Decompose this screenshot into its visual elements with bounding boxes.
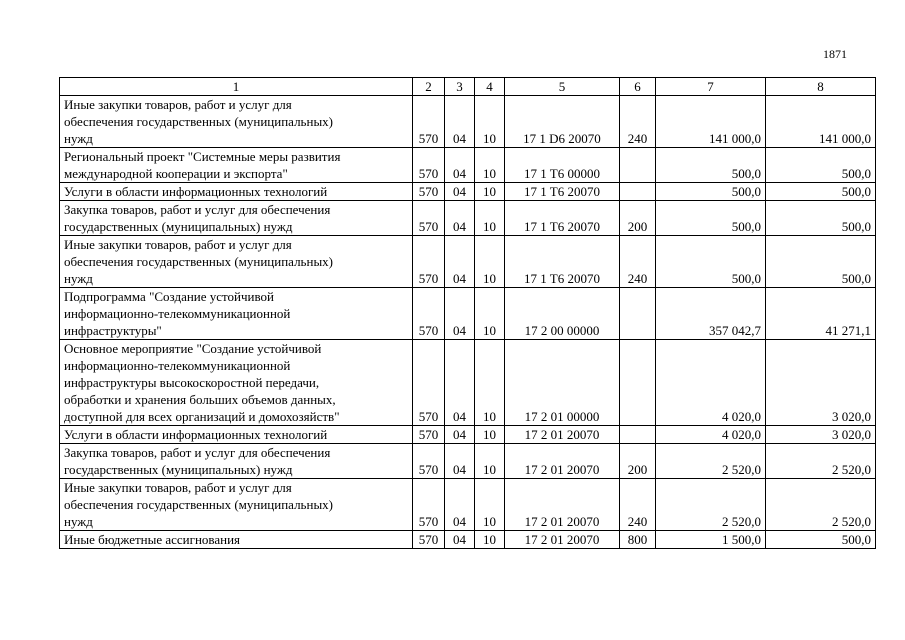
ministry-code-cell: 570 xyxy=(413,236,445,288)
header-cell: 7 xyxy=(656,78,766,96)
subsection-code-cell: 10 xyxy=(475,426,505,444)
section-code-cell: 04 xyxy=(445,288,475,340)
expense-type-cell: 240 xyxy=(620,479,656,531)
subsection-code-cell: 10 xyxy=(475,444,505,479)
ministry-code-cell: 570 xyxy=(413,183,445,201)
table-row xyxy=(60,479,876,531)
header-cell: 1 xyxy=(60,78,413,96)
subsection-code-cell: 10 xyxy=(475,340,505,426)
amount-year1-cell: 2 520,0 xyxy=(656,479,766,531)
table-row xyxy=(60,340,876,426)
subsection-code-cell: 10 xyxy=(475,96,505,148)
amount-year2-cell: 41 271,1 xyxy=(766,288,876,340)
target-article-cell: 17 2 01 00000 xyxy=(505,340,620,426)
amount-year2-cell: 500,0 xyxy=(766,201,876,236)
target-article-cell: 17 2 01 20070 xyxy=(505,444,620,479)
target-article-cell: 17 2 00 00000 xyxy=(505,288,620,340)
subsection-code-cell: 10 xyxy=(475,201,505,236)
amount-year2-cell: 3 020,0 xyxy=(766,426,876,444)
amount-year2-cell: 500,0 xyxy=(766,183,876,201)
amount-year1-cell: 141 000,0 xyxy=(656,96,766,148)
item-name-cell: Региональный проект "Системные меры развития международной кооперации и экспорта" xyxy=(60,148,413,183)
amount-year1-cell: 500,0 xyxy=(656,236,766,288)
table-row xyxy=(60,426,876,444)
expense-type-cell xyxy=(620,148,656,183)
subsection-code-cell: 10 xyxy=(475,288,505,340)
subsection-code-cell: 10 xyxy=(475,236,505,288)
header-cell: 4 xyxy=(475,78,505,96)
section-code-cell: 04 xyxy=(445,183,475,201)
table-row xyxy=(60,201,876,236)
section-code-cell: 04 xyxy=(445,444,475,479)
expense-type-cell xyxy=(620,426,656,444)
expense-type-cell xyxy=(620,183,656,201)
amount-year1-cell: 357 042,7 xyxy=(656,288,766,340)
header-cell: 3 xyxy=(445,78,475,96)
table-body xyxy=(60,96,876,549)
item-name-cell: Подпрограмма "Создание устойчивой информационно-телекоммуникационной инфраструктуры" xyxy=(60,288,413,340)
ministry-code-cell: 570 xyxy=(413,288,445,340)
expense-type-cell: 800 xyxy=(620,531,656,549)
section-code-cell: 04 xyxy=(445,426,475,444)
amount-year2-cell: 3 020,0 xyxy=(766,340,876,426)
table-row xyxy=(60,183,876,201)
amount-year1-cell: 4 020,0 xyxy=(656,340,766,426)
ministry-code-cell: 570 xyxy=(413,444,445,479)
item-name-cell: Закупка товаров, работ и услуг для обеспечения государственных (муниципальных) нужд xyxy=(60,444,413,479)
expense-type-cell: 200 xyxy=(620,444,656,479)
item-name-cell: Закупка товаров, работ и услуг для обеспечения государственных (муниципальных) нужд xyxy=(60,201,413,236)
section-code-cell: 04 xyxy=(445,479,475,531)
section-code-cell: 04 xyxy=(445,201,475,236)
section-code-cell: 04 xyxy=(445,236,475,288)
amount-year1-cell: 500,0 xyxy=(656,183,766,201)
section-code-cell: 04 xyxy=(445,531,475,549)
amount-year1-cell: 500,0 xyxy=(656,148,766,183)
ministry-code-cell: 570 xyxy=(413,340,445,426)
target-article-cell: 17 2 01 20070 xyxy=(505,479,620,531)
expense-type-cell: 240 xyxy=(620,236,656,288)
amount-year2-cell: 2 520,0 xyxy=(766,479,876,531)
subsection-code-cell: 10 xyxy=(475,479,505,531)
target-article-cell: 17 1 T6 20070 xyxy=(505,183,620,201)
expense-type-cell xyxy=(620,340,656,426)
section-code-cell: 04 xyxy=(445,340,475,426)
amount-year1-cell: 2 520,0 xyxy=(656,444,766,479)
section-code-cell: 04 xyxy=(445,148,475,183)
subsection-code-cell: 10 xyxy=(475,531,505,549)
amount-year2-cell: 2 520,0 xyxy=(766,444,876,479)
item-name-cell: Иные закупки товаров, работ и услуг для обеспечения государственных (муниципальных) нужд xyxy=(60,236,413,288)
table-row xyxy=(60,531,876,549)
subsection-code-cell: 10 xyxy=(475,183,505,201)
target-article-cell: 17 1 T6 00000 xyxy=(505,148,620,183)
subsection-code-cell: 10 xyxy=(475,148,505,183)
table-row xyxy=(60,148,876,183)
header-cell: 5 xyxy=(505,78,620,96)
table-row xyxy=(60,288,876,340)
target-article-cell: 17 1 D6 20070 xyxy=(505,96,620,148)
item-name-cell: Услуги в области информационных технологий xyxy=(60,183,413,201)
table-header-row xyxy=(60,78,876,96)
amount-year2-cell: 500,0 xyxy=(766,236,876,288)
item-name-cell: Иные бюджетные ассигнования xyxy=(60,531,413,549)
header-cell: 2 xyxy=(413,78,445,96)
target-article-cell: 17 1 T6 20070 xyxy=(505,201,620,236)
ministry-code-cell: 570 xyxy=(413,148,445,183)
ministry-code-cell: 570 xyxy=(413,531,445,549)
amount-year2-cell: 500,0 xyxy=(766,148,876,183)
item-name-cell: Услуги в области информационных технологий xyxy=(60,426,413,444)
expense-type-cell: 240 xyxy=(620,96,656,148)
ministry-code-cell: 570 xyxy=(413,96,445,148)
amount-year1-cell: 4 020,0 xyxy=(656,426,766,444)
ministry-code-cell: 570 xyxy=(413,426,445,444)
ministry-code-cell: 570 xyxy=(413,201,445,236)
item-name-cell: Иные закупки товаров, работ и услуг для обеспечения государственных (муниципальных) нужд xyxy=(60,479,413,531)
table-row xyxy=(60,444,876,479)
target-article-cell: 17 2 01 20070 xyxy=(505,531,620,549)
amount-year1-cell: 1 500,0 xyxy=(656,531,766,549)
amount-year2-cell: 500,0 xyxy=(766,531,876,549)
header-cell: 8 xyxy=(766,78,876,96)
target-article-cell: 17 2 01 20070 xyxy=(505,426,620,444)
header-cell: 6 xyxy=(620,78,656,96)
target-article-cell: 17 1 T6 20070 xyxy=(505,236,620,288)
expense-type-cell xyxy=(620,288,656,340)
amount-year1-cell: 500,0 xyxy=(656,201,766,236)
item-name-cell: Иные закупки товаров, работ и услуг для обеспечения государственных (муниципальных) нужд xyxy=(60,96,413,148)
item-name-cell: Основное мероприятие "Создание устойчивой информационно-телекоммуникационной инфраструктуры высокоскоростной передачи, обработки и хранения больших объемов данных, доступной для всех организаций и домохозяйств" xyxy=(60,340,413,426)
budget-table xyxy=(59,77,876,549)
expense-type-cell: 200 xyxy=(620,201,656,236)
amount-year2-cell: 141 000,0 xyxy=(766,96,876,148)
page-number: 1871 xyxy=(823,47,847,61)
table-row xyxy=(60,96,876,148)
ministry-code-cell: 570 xyxy=(413,479,445,531)
section-code-cell: 04 xyxy=(445,96,475,148)
table-row xyxy=(60,236,876,288)
